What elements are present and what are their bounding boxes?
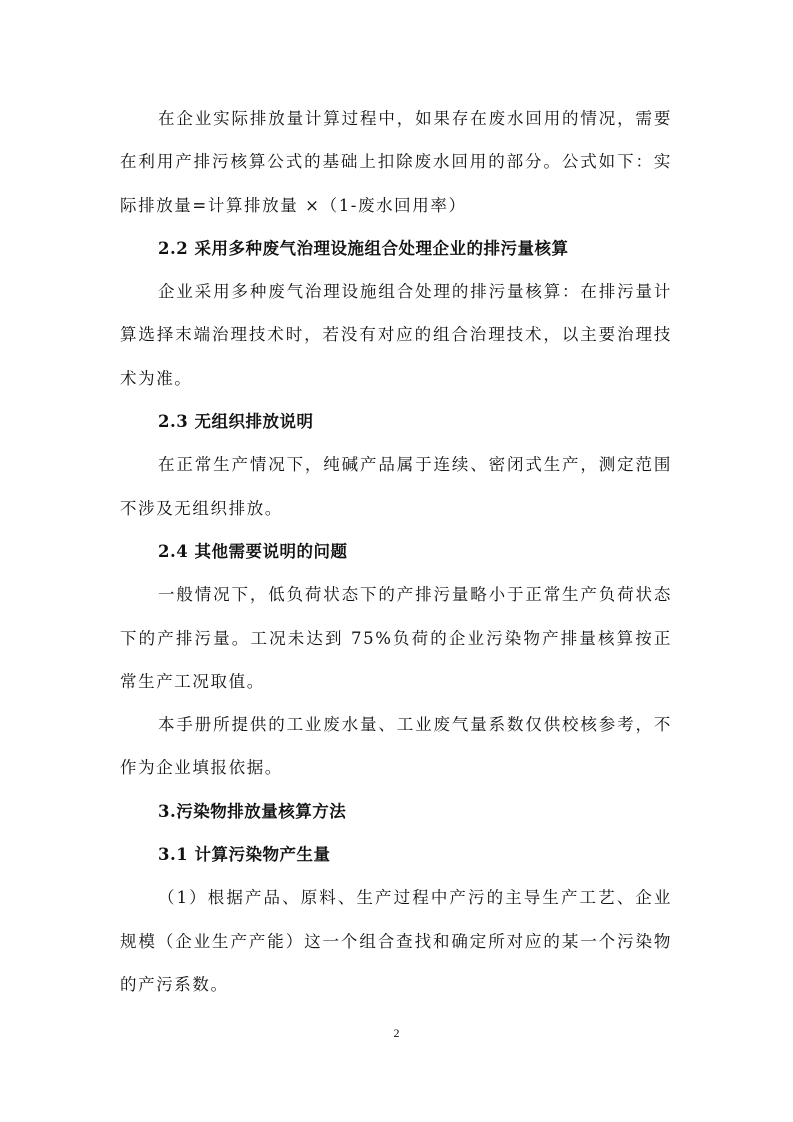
document-body bbox=[120, 97, 672, 1006]
heading-3-1: 3.1 计算污染物产生量 bbox=[158, 845, 331, 865]
page-number: 2 bbox=[393, 1026, 400, 1040]
paragraph-fugitive-emission: 在正常生产情况下，纯碱产品属于连续、密闭式生产，测定范围不涉及无组织排放。 bbox=[120, 455, 672, 518]
heading-2-3: 2.3 无组织排放说明 bbox=[158, 412, 314, 432]
paragraph-wastewater-reuse: 在企业实际排放量计算过程中，如果存在废水回用的情况，需要在利用产排污核算公式的基础上扣除废水回用的部分。公式如下：实际排放量=计算排放量 ×（1-废水回用率） bbox=[120, 109, 672, 215]
paragraph-step-1: （1）根据产品、原料、生产过程中产污的主导生产工艺、企业规模（企业生产产能）这一个组合查找和确定所对应的某一个污染物的产污系数。 bbox=[120, 888, 672, 994]
heading-2-2: 2.2 采用多种废气治理设施组合处理企业的排污量核算 bbox=[158, 238, 569, 258]
paragraph-combined-treatment: 企业采用多种废气治理设施组合处理的排污量核算：在排污量计算选择末端治理技术时，若没有对应的组合治理技术，以主要治理技术为准。 bbox=[120, 282, 672, 388]
paragraph-low-load: 一般情况下，低负荷状态下的产排污量略小于正常生产负荷状态下的产排污量。工况未达到 75%负荷的企业污染物产排量核算按正常生产工况取值。 bbox=[120, 585, 672, 691]
heading-2-4: 2.4 其他需要说明的问题 bbox=[158, 541, 348, 561]
paragraph-manual-note: 本手册所提供的工业废水量、工业废气量系数仅供校核参考，不作为企业填报依据。 bbox=[120, 715, 672, 778]
heading-3: 3.污染物排放量核算方法 bbox=[158, 801, 347, 821]
